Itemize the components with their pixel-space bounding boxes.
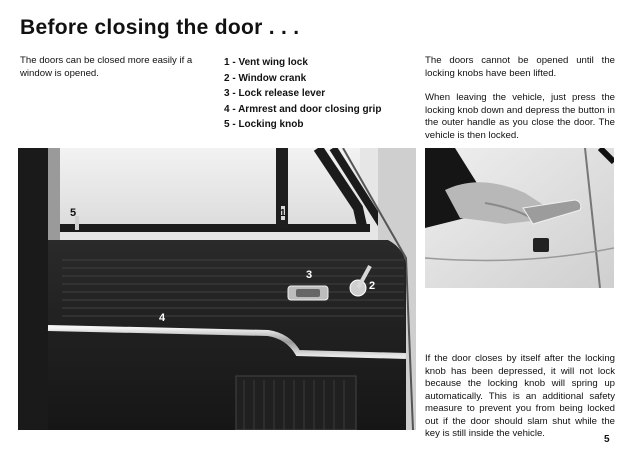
page-number: 5 bbox=[604, 434, 610, 445]
right-column-bottom bbox=[425, 353, 615, 453]
door-handle-illustration bbox=[425, 148, 614, 288]
callout-4: 4 bbox=[159, 312, 166, 324]
callout-5: 5 bbox=[70, 207, 77, 219]
callout-3: 3 bbox=[306, 269, 313, 281]
legend-item-lock-release-lever: 3 - Lock release lever bbox=[224, 88, 326, 99]
parts-legend bbox=[224, 55, 381, 133]
callout-2: 2 bbox=[369, 280, 376, 292]
page-title: Before closing the door . . . bbox=[20, 16, 300, 39]
right-column-top bbox=[425, 55, 615, 154]
door-interior-photo bbox=[18, 148, 416, 430]
legend-item-locking-knob: 5 - Locking knob bbox=[224, 119, 304, 130]
legend-item-window-crank: 2 - Window crank bbox=[224, 72, 307, 84]
callout-1: 1 bbox=[280, 208, 286, 219]
legend-item-armrest: 4 - Armrest and door closing grip bbox=[224, 103, 382, 115]
paragraph-safety-measure: If the door closes by itself after the locking knob has been depressed, it will not lock because the locking knob will spring up automatically. This is an additional safety measure to prevent you from being locked out if the door should slam shut while the key is still inside the vehicle. bbox=[425, 353, 615, 439]
intro-text: The doors can be closed more easily if a window is opened. bbox=[20, 55, 193, 79]
paragraph-locking-knobs: The doors cannot be opened until the locking knobs have been lifted. bbox=[425, 55, 615, 79]
door-handle-photo bbox=[425, 148, 614, 288]
legend-item-vent-wing-lock: 1 - Vent wing lock bbox=[224, 57, 308, 68]
paragraph-leaving-vehicle: When leaving the vehicle, just press the locking knob down and depress the button in the outer handle as you close the door. The vehicle is then locked. bbox=[425, 92, 615, 141]
door-interior-illustration bbox=[18, 148, 416, 430]
